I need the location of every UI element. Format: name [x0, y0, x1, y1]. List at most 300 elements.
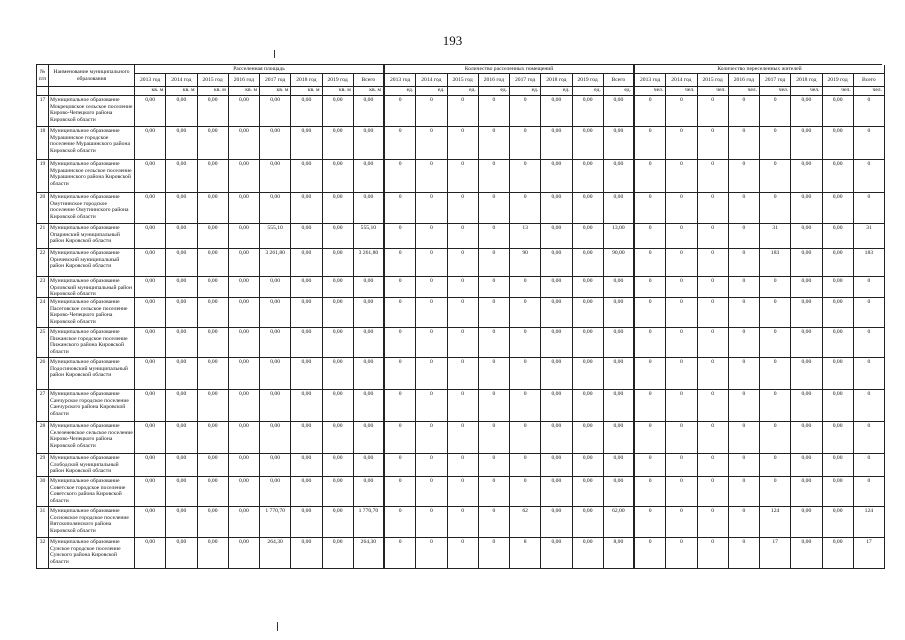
- unit-label: ед.: [479, 87, 510, 96]
- row-value-area: 0,00: [291, 507, 322, 538]
- row-value-rooms: 0,00: [541, 477, 572, 507]
- row-value-rooms: 0: [510, 193, 541, 224]
- row-value-rooms: 0: [510, 422, 541, 454]
- row-value-res: 0: [635, 358, 666, 390]
- row-value-rooms: 0: [479, 160, 510, 193]
- row-value-area: 0,00: [135, 127, 166, 160]
- row-value-res: 0: [666, 538, 697, 569]
- row-value-area: 0,00: [291, 298, 322, 328]
- row-value-rooms: 0,00: [541, 328, 572, 358]
- row-value-area: 0,00: [166, 390, 197, 422]
- row-number: 22: [37, 249, 49, 277]
- row-value-area: 0,00: [354, 277, 385, 298]
- row-value-res: 0,00: [791, 358, 822, 390]
- row-value-res: 0: [635, 507, 666, 538]
- row-value-rooms: 0: [416, 454, 447, 477]
- unit-label: кв. м: [229, 87, 260, 96]
- row-value-rooms: 0: [510, 390, 541, 422]
- row-value-res: 0: [854, 358, 885, 390]
- row-value-area: 0,00: [354, 477, 385, 507]
- row-value-res: 0: [698, 298, 729, 328]
- row-value-area: 0,00: [135, 249, 166, 277]
- row-value-area: 1 770,70: [354, 507, 385, 538]
- row-value-res: 0,00: [791, 193, 822, 224]
- row-value-res: 0: [666, 224, 697, 249]
- row-value-rooms: 0: [448, 193, 479, 224]
- row-value-rooms: 0: [448, 507, 479, 538]
- row-value-area: 0,00: [229, 249, 260, 277]
- row-value-res: 0,00: [823, 477, 854, 507]
- row-municipality-name: Муниципальное образование Мурашинское сельское поселение Мурашинского района Кировской области: [49, 160, 135, 193]
- row-value-area: 0,00: [135, 193, 166, 224]
- row-value-res: 0: [635, 249, 666, 277]
- row-value-area: 0,00: [166, 454, 197, 477]
- row-value-rooms: 0,00: [604, 160, 635, 193]
- row-value-res: 0,00: [791, 127, 822, 160]
- unit-label: чел.: [854, 87, 885, 96]
- header-year: 2015 год: [698, 74, 729, 87]
- row-value-rooms: 62: [510, 507, 541, 538]
- row-value-rooms: 0,00: [541, 249, 572, 277]
- header-year: 2017 год: [510, 74, 541, 87]
- header-year: 2014 год: [666, 74, 697, 87]
- row-value-area: 0,00: [260, 160, 291, 193]
- row-value-rooms: 0: [385, 96, 416, 127]
- row-number: 25: [37, 328, 49, 358]
- row-value-res: 0: [760, 477, 791, 507]
- row-value-area: 0,00: [166, 277, 197, 298]
- row-value-res: 0: [698, 454, 729, 477]
- header-year: Всего: [854, 74, 885, 87]
- row-value-area: 0,00: [291, 224, 322, 249]
- row-value-res: 0: [698, 249, 729, 277]
- row-value-res: 0,00: [791, 390, 822, 422]
- row-municipality-name: Муниципальное образование Слободской муниципальный район Кировской области: [49, 454, 135, 477]
- row-value-rooms: 0: [416, 328, 447, 358]
- row-value-area: 0,00: [198, 193, 229, 224]
- header-year: Всего: [354, 74, 385, 87]
- row-value-rooms: 0: [448, 277, 479, 298]
- row-value-rooms: 8: [510, 538, 541, 569]
- row-value-res: 31: [854, 224, 885, 249]
- row-value-res: 0: [666, 298, 697, 328]
- row-value-rooms: 0: [448, 127, 479, 160]
- resettlement-table: [36, 64, 882, 569]
- row-value-area: 0,00: [354, 298, 385, 328]
- row-value-rooms: 0,00: [604, 193, 635, 224]
- row-value-res: 0: [666, 454, 697, 477]
- row-value-area: 555,10: [354, 224, 385, 249]
- row-value-area: 0,00: [198, 96, 229, 127]
- row-value-area: 0,00: [135, 390, 166, 422]
- unit-label: ед.: [541, 87, 572, 96]
- row-value-rooms: 0,00: [541, 160, 572, 193]
- row-value-area: 0,00: [260, 454, 291, 477]
- row-value-rooms: 0: [510, 277, 541, 298]
- row-value-area: 1 770,70: [260, 507, 291, 538]
- row-value-rooms: 13: [510, 224, 541, 249]
- row-value-area: 0,00: [229, 96, 260, 127]
- row-value-area: 0,00: [260, 298, 291, 328]
- header-name: Наименование муниципального образования: [49, 65, 135, 87]
- row-value-area: 0,00: [291, 358, 322, 390]
- row-value-res: 0: [729, 277, 760, 298]
- row-value-rooms: 0: [416, 224, 447, 249]
- row-value-area: 0,00: [354, 96, 385, 127]
- row-value-area: 0,00: [135, 477, 166, 507]
- row-value-area: 0,00: [229, 127, 260, 160]
- row-value-res: 0,00: [791, 96, 822, 127]
- row-number: 31: [37, 507, 49, 538]
- row-value-area: 0,00: [323, 477, 354, 507]
- row-value-area: 0,00: [135, 96, 166, 127]
- row-number: 26: [37, 358, 49, 390]
- row-value-rooms: 0,00: [573, 328, 604, 358]
- row-value-res: 0: [760, 160, 791, 193]
- row-value-res: 0,00: [791, 160, 822, 193]
- unit-label: чел.: [698, 87, 729, 96]
- row-value-res: 0: [854, 127, 885, 160]
- row-value-area: 0,00: [166, 507, 197, 538]
- row-value-res: 0,00: [791, 328, 822, 358]
- row-value-rooms: 0,00: [604, 298, 635, 328]
- row-value-res: 0,00: [823, 249, 854, 277]
- row-value-rooms: 0: [448, 298, 479, 328]
- row-municipality-name: Муниципальное образование Санчурское городское поселение Санчурского района Кировской области: [49, 390, 135, 422]
- row-value-area: 0,00: [354, 193, 385, 224]
- row-value-res: 0: [635, 277, 666, 298]
- row-value-rooms: 0: [416, 193, 447, 224]
- row-value-res: 0: [729, 422, 760, 454]
- row-value-area: 0,00: [198, 298, 229, 328]
- header-year: 2014 год: [166, 74, 197, 87]
- row-value-res: 0: [698, 538, 729, 569]
- row-value-res: 0,00: [823, 224, 854, 249]
- row-value-res: 0: [635, 160, 666, 193]
- row-value-rooms: 0: [416, 96, 447, 127]
- row-value-area: 0,00: [291, 422, 322, 454]
- header-year: 2018 год: [541, 74, 572, 87]
- row-value-area: 0,00: [354, 422, 385, 454]
- row-value-res: 0: [729, 390, 760, 422]
- row-value-rooms: 0,00: [541, 454, 572, 477]
- row-value-res: 0: [698, 193, 729, 224]
- header-year: 2019 год: [573, 74, 604, 87]
- row-value-area: 0,00: [166, 249, 197, 277]
- row-value-area: 0,00: [135, 507, 166, 538]
- row-value-res: 0: [666, 127, 697, 160]
- row-value-res: 0: [635, 328, 666, 358]
- row-value-res: 0: [666, 193, 697, 224]
- header-year: 2019 год: [323, 74, 354, 87]
- row-value-res: 0: [729, 160, 760, 193]
- row-value-res: 0,00: [791, 454, 822, 477]
- row-value-area: 0,00: [198, 224, 229, 249]
- row-number: 19: [37, 160, 49, 193]
- row-value-rooms: 0,00: [573, 277, 604, 298]
- row-value-res: 0: [854, 193, 885, 224]
- row-value-rooms: 0,00: [541, 538, 572, 569]
- row-value-area: 0,00: [229, 507, 260, 538]
- row-value-rooms: 0: [510, 96, 541, 127]
- row-value-res: 0: [760, 277, 791, 298]
- row-value-rooms: 62,00: [604, 507, 635, 538]
- row-value-res: 0: [854, 328, 885, 358]
- row-value-area: 0,00: [198, 507, 229, 538]
- row-value-rooms: 0: [385, 328, 416, 358]
- row-value-area: 0,00: [166, 298, 197, 328]
- row-value-area: 0,00: [166, 96, 197, 127]
- row-value-rooms: 0: [479, 507, 510, 538]
- row-value-res: 0,00: [823, 193, 854, 224]
- row-value-area: 0,00: [291, 477, 322, 507]
- row-value-res: 0,00: [823, 507, 854, 538]
- row-value-res: 0: [854, 422, 885, 454]
- row-value-area: 0,00: [323, 538, 354, 569]
- row-value-rooms: 13,00: [604, 224, 635, 249]
- row-value-res: 17: [760, 538, 791, 569]
- row-value-res: 0: [666, 160, 697, 193]
- row-value-res: 0: [854, 298, 885, 328]
- row-value-rooms: 8,00: [604, 538, 635, 569]
- row-value-rooms: 0: [479, 422, 510, 454]
- scan-mark: [274, 50, 275, 58]
- row-municipality-name: Муниципальное образование Сунское городское поселение Сунского района Кировской области: [49, 538, 135, 569]
- row-value-rooms: 0: [479, 454, 510, 477]
- row-number: 20: [37, 193, 49, 224]
- row-value-rooms: 0: [479, 390, 510, 422]
- page-number: 193: [442, 33, 463, 48]
- header-year: 2015 год: [198, 74, 229, 87]
- row-value-area: 0,00: [323, 328, 354, 358]
- row-value-area: 0,00: [291, 538, 322, 569]
- row-value-area: 0,00: [354, 454, 385, 477]
- row-value-res: 0,00: [823, 160, 854, 193]
- unit-blank: [49, 87, 135, 96]
- row-value-rooms: 0: [479, 193, 510, 224]
- row-value-res: 0: [635, 422, 666, 454]
- row-value-res: 0: [698, 160, 729, 193]
- row-value-area: 0,00: [291, 277, 322, 298]
- row-value-rooms: 0: [479, 358, 510, 390]
- row-value-res: 0: [698, 477, 729, 507]
- row-value-res: 0: [760, 96, 791, 127]
- row-value-rooms: 0,00: [604, 454, 635, 477]
- row-value-area: 0,00: [229, 422, 260, 454]
- row-value-area: 0,00: [166, 358, 197, 390]
- row-value-rooms: 0,00: [541, 390, 572, 422]
- row-value-res: 0: [698, 422, 729, 454]
- row-value-rooms: 0,00: [573, 358, 604, 390]
- row-value-res: 0: [635, 298, 666, 328]
- row-value-rooms: 0: [385, 193, 416, 224]
- row-value-area: 0,00: [354, 390, 385, 422]
- row-value-res: 0: [729, 298, 760, 328]
- row-value-rooms: 0,00: [604, 422, 635, 454]
- header-group-residents: Количество переселенных жителей: [635, 65, 885, 74]
- row-value-res: 0: [729, 127, 760, 160]
- row-value-rooms: 0: [416, 277, 447, 298]
- header-num: № п/п: [37, 65, 49, 87]
- header-group-area: Расселенная площадь: [135, 65, 385, 74]
- row-value-area: 0,00: [229, 454, 260, 477]
- row-value-area: 0,00: [198, 328, 229, 358]
- row-value-area: 0,00: [291, 127, 322, 160]
- row-value-area: 0,00: [135, 422, 166, 454]
- row-value-res: 0: [854, 160, 885, 193]
- unit-label: ед.: [448, 87, 479, 96]
- row-value-area: 0,00: [198, 390, 229, 422]
- row-value-res: 31: [760, 224, 791, 249]
- row-value-area: 0,00: [260, 193, 291, 224]
- row-value-area: 0,00: [229, 224, 260, 249]
- row-value-area: 0,00: [198, 358, 229, 390]
- row-municipality-name: Муниципальное образование Мурашинское городское поселение Мурашинского района Кировской области: [49, 127, 135, 160]
- row-value-rooms: 0: [448, 224, 479, 249]
- row-value-rooms: 0: [448, 454, 479, 477]
- unit-label: ед.: [573, 87, 604, 96]
- row-value-res: 0: [635, 127, 666, 160]
- row-municipality-name: Муниципальное образование Пасеговское сельское поселение Кирово-Чепецкого района Кировской области: [49, 298, 135, 328]
- row-value-res: 0: [729, 96, 760, 127]
- row-value-res: 0,00: [791, 277, 822, 298]
- header-year: 2016 год: [479, 74, 510, 87]
- table-grid: [36, 64, 882, 569]
- row-value-area: 3 261,80: [260, 249, 291, 277]
- header-year: 2015 год: [448, 74, 479, 87]
- row-value-res: 0: [729, 193, 760, 224]
- row-value-res: 0,00: [823, 422, 854, 454]
- row-value-res: 0: [666, 422, 697, 454]
- header-year: 2013 год: [385, 74, 416, 87]
- row-value-area: 0,00: [354, 328, 385, 358]
- unit-label: чел.: [823, 87, 854, 96]
- row-value-area: 0,00: [229, 358, 260, 390]
- row-value-area: 0,00: [198, 277, 229, 298]
- row-value-area: 0,00: [135, 277, 166, 298]
- row-value-area: 0,00: [166, 422, 197, 454]
- unit-label: кв. м: [354, 87, 385, 96]
- row-value-rooms: 0: [385, 224, 416, 249]
- row-value-res: 0: [760, 298, 791, 328]
- row-value-rooms: 0,00: [573, 249, 604, 277]
- row-value-area: 0,00: [135, 224, 166, 249]
- row-value-rooms: 0: [510, 328, 541, 358]
- row-value-rooms: 0,00: [541, 507, 572, 538]
- row-value-area: 0,00: [291, 160, 322, 193]
- row-value-rooms: 0: [416, 358, 447, 390]
- row-value-area: 0,00: [229, 277, 260, 298]
- row-value-area: 0,00: [229, 390, 260, 422]
- row-value-rooms: 0,00: [573, 390, 604, 422]
- row-value-area: 0,00: [323, 224, 354, 249]
- row-value-res: 0: [760, 328, 791, 358]
- row-value-area: 0,00: [260, 358, 291, 390]
- unit-label: кв. м: [323, 87, 354, 96]
- row-value-res: 0,00: [823, 328, 854, 358]
- row-value-area: 0,00: [198, 127, 229, 160]
- row-value-rooms: 0: [416, 249, 447, 277]
- header-year: 2013 год: [135, 74, 166, 87]
- row-value-res: 183: [854, 249, 885, 277]
- row-value-area: 0,00: [198, 454, 229, 477]
- row-value-area: 0,00: [323, 193, 354, 224]
- row-value-rooms: 0: [385, 477, 416, 507]
- row-value-res: 0: [666, 96, 697, 127]
- row-number: 29: [37, 454, 49, 477]
- row-value-res: 0: [854, 96, 885, 127]
- row-value-rooms: 0,00: [541, 96, 572, 127]
- row-value-rooms: 0: [385, 127, 416, 160]
- row-value-rooms: 0: [448, 538, 479, 569]
- row-value-res: 0: [698, 507, 729, 538]
- row-value-res: 0: [729, 224, 760, 249]
- row-municipality-name: Муниципальное образование Селезеневское сельское поселение Кирово-Чепецкого района Кировской области: [49, 422, 135, 454]
- row-value-rooms: 0: [416, 160, 447, 193]
- row-value-rooms: 0: [416, 507, 447, 538]
- unit-label: кв. м: [260, 87, 291, 96]
- row-value-area: 0,00: [260, 422, 291, 454]
- row-municipality-name: Муниципальное образование Орловский муниципальный район Кировской области: [49, 277, 135, 298]
- row-value-area: 0,00: [260, 328, 291, 358]
- row-value-rooms: 0: [479, 298, 510, 328]
- row-value-res: 0: [729, 454, 760, 477]
- row-value-area: 0,00: [166, 127, 197, 160]
- row-value-res: 0: [635, 193, 666, 224]
- unit-label: кв. м: [291, 87, 322, 96]
- row-value-area: 0,00: [260, 390, 291, 422]
- header-year: 2018 год: [291, 74, 322, 87]
- row-value-rooms: 0: [479, 224, 510, 249]
- row-value-area: 0,00: [135, 538, 166, 569]
- row-value-rooms: 0: [416, 390, 447, 422]
- row-value-res: 0: [854, 390, 885, 422]
- row-value-res: 0: [729, 249, 760, 277]
- row-value-area: 0,00: [323, 358, 354, 390]
- row-value-rooms: 0: [416, 422, 447, 454]
- row-value-rooms: 0: [448, 422, 479, 454]
- row-value-rooms: 0: [448, 160, 479, 193]
- row-value-res: 124: [854, 507, 885, 538]
- row-value-rooms: 0: [448, 96, 479, 127]
- unit-label: ед.: [385, 87, 416, 96]
- row-value-area: 0,00: [166, 538, 197, 569]
- row-number: 24: [37, 298, 49, 328]
- row-value-area: 0,00: [229, 328, 260, 358]
- row-value-res: 0: [729, 328, 760, 358]
- row-value-res: 0: [666, 507, 697, 538]
- row-value-rooms: 0: [479, 328, 510, 358]
- row-value-res: 0: [698, 127, 729, 160]
- row-municipality-name: Муниципальное образование Подосиновский муниципальный район Кировской области: [49, 358, 135, 390]
- row-value-area: 3 261,80: [354, 249, 385, 277]
- row-value-res: 0: [760, 193, 791, 224]
- row-value-rooms: 0,00: [604, 358, 635, 390]
- row-value-area: 0,00: [166, 193, 197, 224]
- row-value-res: 0,00: [823, 358, 854, 390]
- row-municipality-name: Муниципальное образование Советское городское поселение Советского района Кировской области: [49, 477, 135, 507]
- row-value-res: 0: [698, 277, 729, 298]
- row-value-area: 0,00: [354, 358, 385, 390]
- row-value-rooms: 0,00: [573, 160, 604, 193]
- row-value-rooms: 0: [416, 298, 447, 328]
- row-value-res: 0: [760, 358, 791, 390]
- row-value-area: 0,00: [291, 328, 322, 358]
- row-number: 27: [37, 390, 49, 422]
- row-value-area: 0,00: [135, 328, 166, 358]
- row-value-res: 0: [666, 328, 697, 358]
- row-value-area: 0,00: [260, 477, 291, 507]
